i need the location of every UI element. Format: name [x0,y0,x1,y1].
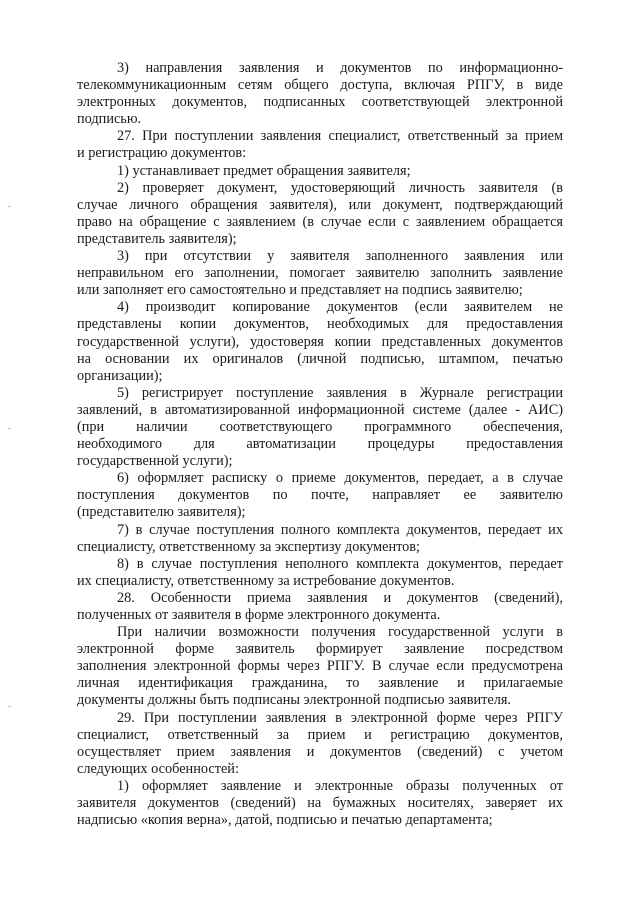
text-line: специалист, ответственный за прием и регистрацию документов, [77,726,563,743]
paragraph [77,590,563,624]
text-line: осуществляет прием заявления и документов (сведений) с учетом [77,743,563,760]
paragraph [77,128,563,162]
text-line: При наличии возможности получения государственной услуги в [117,624,563,641]
text-line: заполнения электронной формы через РПГУ. В случае если предусмотрена [77,658,563,675]
text-line: подписью. [77,111,142,128]
text-line: государственной услуги); [77,453,233,470]
text-line: 4) производит копирование документов (если заявителем не [117,299,563,316]
text-line: 6) оформляет расписку о приеме документов, передает, а в случае [117,470,563,487]
text-line: 28. Особенности приема заявления и документов (сведений), [117,589,563,606]
text-line: государственной услуги), удостоверяя копии представленных документов [77,333,563,350]
text-line: документы должны быть подписаны электронной подписью заявителя. [77,692,512,709]
paragraph [77,60,563,128]
text-line: и регистрацию документов: [77,145,247,162]
text-line: телекоммуникационным сетям общего доступа, включая РПГУ, в виде [77,77,563,94]
text-line: 8) в случае поступления неполного комплекта документов, передает [117,555,563,572]
paragraph [77,299,563,384]
paragraph [77,624,563,709]
text-line: полученных от заявителя в форме электронного документа. [77,607,441,623]
text-line: 29. При поступлении заявления в электронной форме через РПГУ [117,709,563,726]
text-line: следующих особенностей: [77,760,239,777]
text-line: (представителю заявителя); [77,504,246,521]
text-line: случае личного обращения заявителя), или документ, подтверждающий [77,196,563,213]
scan-mark [8,706,11,707]
scan-mark [8,206,11,207]
paragraph [77,385,563,470]
text-line: 3) направления заявления и документов по информационно- [117,60,563,76]
text-line: заявлений, в автоматизированной информационной системе (далее - АИС) [77,401,563,418]
paragraph [77,710,563,778]
text-line: их специалисту, ответственному за истребование документов. [77,572,455,589]
text-line: неправильном его заполнении, помогает заявителю заполнить заявление [77,265,563,282]
text-line: представитель заявителя); [77,230,237,247]
text-line: право на обращение с заявлением (в случае если с заявлением обращается [77,213,563,230]
text-line: на основании их оригиналов (личной подписью, штампом, печатью [77,350,563,367]
text-line: или заполняет его самостоятельно и представляет на подпись заявителю; [77,282,523,299]
text-line: организации); [77,367,163,384]
paragraph [77,522,563,556]
paragraph [77,180,563,248]
document-body [77,60,563,829]
text-line: специалисту, ответственному за экспертизу документов; [77,538,421,555]
text-line: 3) при отсутствии у заявителя заполненного заявления или [117,248,563,265]
paragraph [77,163,563,180]
scan-mark [8,428,11,429]
text-line: надписью «копия верна», датой, подписью и печатью департамента; [77,812,493,829]
text-line: 7) в случае поступления полного комплекта документов, передает их [117,521,563,538]
text-line: электронной форме заявитель формирует заявление посредством [77,641,563,658]
text-line: электронных документов, подписанных соответствующей электронной [77,94,563,111]
paragraph [77,470,563,521]
text-line: 27. При поступлении заявления специалист, ответственный за прием [117,128,563,145]
text-line: 1) оформляет заявление и электронные образы полученных от [117,777,563,794]
text-line: необходимого для автоматизации процедуры предоставления [77,436,563,453]
text-line: (при наличии соответствующего программного обеспечения, [77,418,563,435]
text-line: представлены копии документов, необходимых для предоставления [77,316,563,333]
text-line: личная идентификация гражданина, то заявление и прилагаемые [77,675,563,692]
paragraph [77,778,563,829]
paragraph [77,556,563,590]
text-line: 2) проверяет документ, удостоверяющий личность заявителя (в [117,179,563,196]
text-line: 5) регистрирует поступление заявления в Журнале регистрации [117,384,563,401]
text-line: 1) устанавливает предмет обращения заявителя; [117,162,411,179]
paragraph [77,248,563,299]
text-line: заявителя документов (сведений) на бумажных носителях, заверяет их [77,795,563,812]
text-line: поступления документов по почте, направляет ее заявителю [77,487,563,504]
